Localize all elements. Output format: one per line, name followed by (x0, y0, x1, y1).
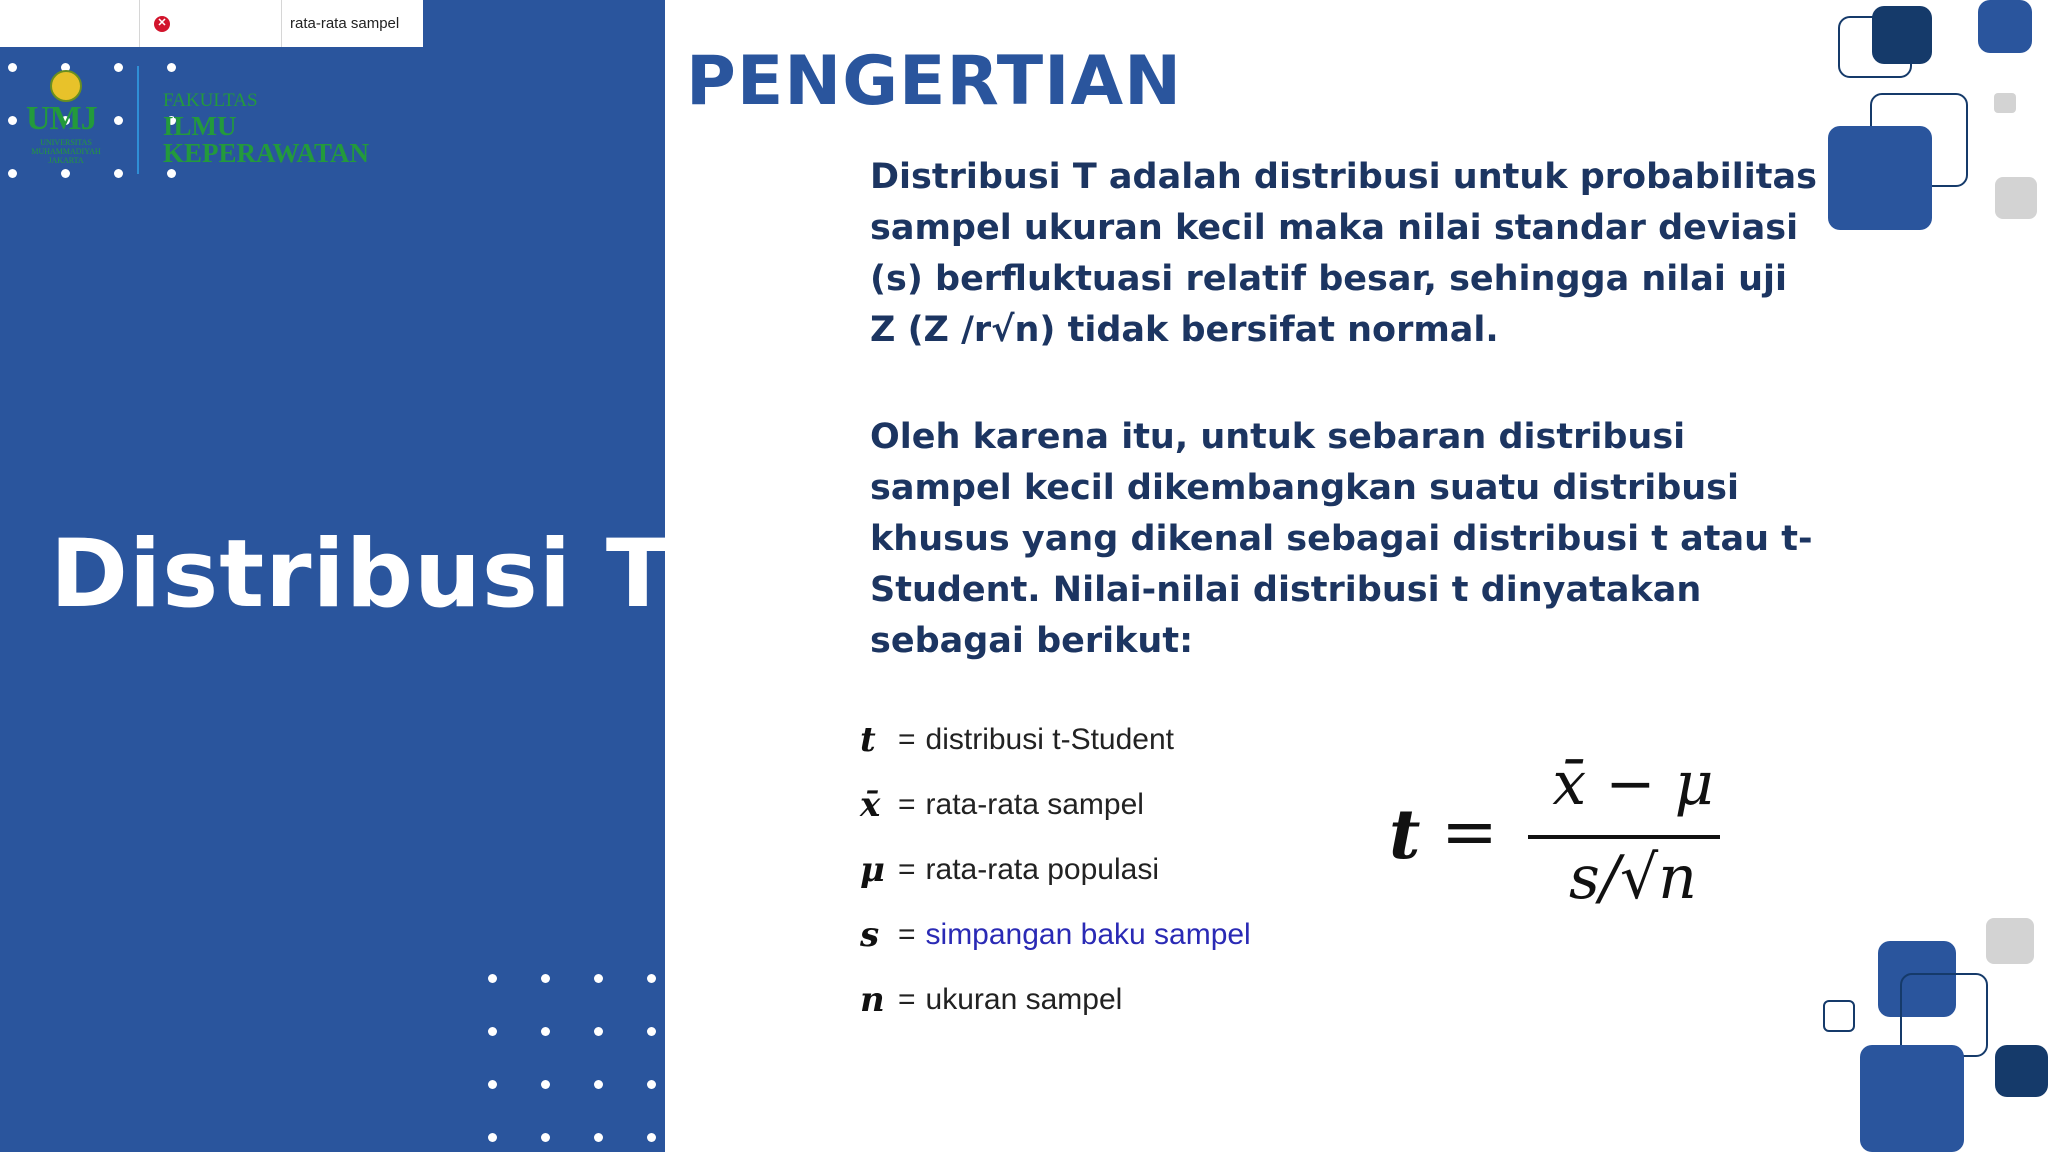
dot (594, 1133, 603, 1142)
dot (61, 169, 70, 178)
dot (114, 63, 123, 72)
section-heading: PENGERTIAN (686, 42, 1182, 121)
legend-text: distribusi t-Student (925, 722, 1174, 756)
legend-row: n = ukuran sampel (860, 979, 1123, 1020)
legend-row: s = simpangan baku sampel (860, 914, 1251, 955)
dot (594, 974, 603, 983)
symbol-legend (860, 707, 1251, 1032)
formula-lhs: t (1389, 795, 1421, 875)
dot (488, 1027, 497, 1036)
formula-equals: = (1441, 793, 1498, 872)
explanation-paragraph: Oleh karena itu, untuk sebaran distribusi sampel kecil dikembangkan suatu distribusi khusus yang dikenal sebagai distribusi t atau t-Student. Nilai-nilai distribusi t dinyatakan sebagai berikut: (870, 417, 1813, 661)
dot (594, 1027, 603, 1036)
decorative-square-grey (1995, 177, 2037, 219)
legend-text: rata-rata sampel (925, 787, 1144, 821)
legend-text-highlight: simpangan baku sampel (925, 917, 1251, 951)
fraction-bar (1528, 835, 1720, 839)
legend-symbol: μ (860, 849, 885, 890)
decorative-square-grey (1986, 918, 2034, 964)
dot (488, 1080, 497, 1089)
legend-symbol: x̄ (860, 784, 881, 825)
dot (647, 1080, 656, 1089)
legend-row: t = distribusi t-Student (860, 719, 1174, 760)
dot (647, 1133, 656, 1142)
dot (114, 169, 123, 178)
close-icon[interactable]: ✕ (154, 16, 170, 32)
dot (488, 1133, 497, 1142)
dot (594, 1080, 603, 1089)
dot (647, 1027, 656, 1036)
tab-blank[interactable] (0, 0, 140, 47)
dot (488, 974, 497, 983)
logo-abbrev: UMJ (26, 100, 97, 137)
dot (541, 1080, 550, 1089)
dot (167, 63, 176, 72)
legend-text: rata-rata populasi (925, 852, 1159, 886)
dot (541, 1027, 550, 1036)
dot (8, 116, 17, 125)
dot (541, 974, 550, 983)
legend-text: ukuran sampel (925, 982, 1123, 1016)
dot (541, 1133, 550, 1142)
formula-numerator: x̄ − μ (1552, 749, 1714, 819)
decorative-square-navy (1872, 6, 1932, 64)
university-seal-icon (50, 70, 82, 102)
decorative-square-navy (1995, 1045, 2048, 1097)
logo-divider (137, 66, 139, 174)
dot (8, 63, 17, 72)
logo-faculty: FAKULTAS ILMU KEPERAWATAN (163, 90, 370, 168)
dot (647, 974, 656, 983)
decorative-dot-grid-bottom (488, 974, 656, 1142)
legend-symbol: s (860, 914, 880, 955)
decorative-square-outline-small (1823, 1000, 1855, 1032)
decorative-square-grey (1994, 93, 2016, 113)
tab-rata-rata-sampel[interactable]: rata-rata sampel (290, 15, 400, 32)
decorative-square-blue (1860, 1045, 1964, 1152)
dot (8, 169, 17, 178)
formula-denominator: s/√n (1569, 843, 1697, 913)
slide-title: Distribusi T (50, 520, 671, 629)
tab-bar (0, 0, 423, 47)
decorative-square-blue (1978, 0, 2032, 53)
legend-symbol: t (860, 719, 876, 760)
dot (114, 116, 123, 125)
decorative-square-blue (1828, 126, 1932, 230)
dot (167, 169, 176, 178)
t-formula (1385, 745, 1725, 945)
definition-paragraph: Distribusi T adalah distribusi untuk probabilitas sampel ukuran kecil maka nilai standar deviasi (s) berfluktuasi relatif besar, sehingga nilai uji Z (Z /r√n) tidak bersifat normal. (870, 157, 1817, 350)
logo-university-name: UNIVERSITAS MUHAMMADIYAH JAKARTA (31, 138, 101, 165)
tab-closable[interactable] (140, 0, 282, 47)
legend-symbol: n (860, 979, 885, 1020)
legend-row: x̄ = rata-rata sampel (860, 784, 1144, 825)
legend-row: μ = rata-rata populasi (860, 849, 1159, 890)
